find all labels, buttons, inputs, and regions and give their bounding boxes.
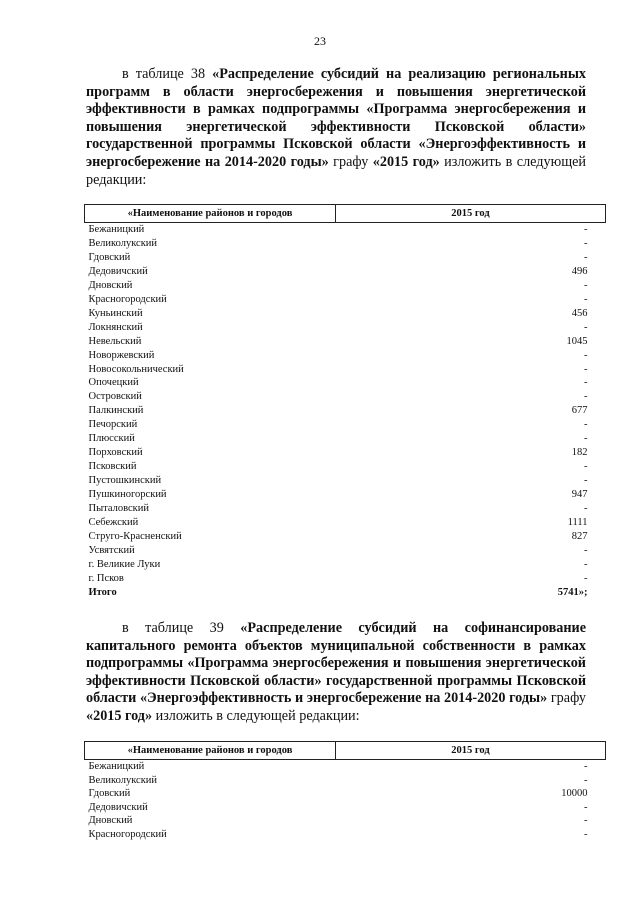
region-name-cell: Пыталовский	[88, 503, 149, 515]
table-row	[85, 814, 606, 828]
region-name-cell: Новоржевский	[88, 349, 155, 361]
value-cell: -	[584, 433, 588, 445]
value-cell: -	[584, 503, 588, 515]
para1-mid: графу	[328, 153, 373, 170]
total-row	[85, 586, 606, 600]
region-name-cell: Порховский	[88, 447, 143, 459]
para1-tail: изложить в следующей редакции:	[86, 153, 587, 188]
value-cell: -	[584, 251, 588, 263]
value-cell: -	[584, 572, 588, 584]
value-cell: -	[584, 237, 588, 249]
table-row	[85, 502, 606, 516]
region-name-cell: Опочецкий	[88, 377, 139, 389]
table-row	[85, 530, 606, 544]
table-row	[85, 774, 606, 788]
region-name-cell: Струго-Красненский	[88, 530, 182, 542]
region-name-cell: Локнянский	[88, 321, 143, 333]
column-header-year: 2015 год	[336, 742, 606, 760]
table-row	[85, 516, 606, 530]
value-cell: -	[584, 761, 588, 772]
table-row	[85, 279, 606, 293]
region-name-cell: Усвятский	[88, 544, 135, 556]
table-row	[85, 760, 606, 774]
para2-tail: изложить в следующей редакции:	[152, 707, 360, 724]
region-name-cell: Красногородский	[88, 828, 167, 840]
table-38	[84, 204, 606, 600]
value-cell: 827	[571, 530, 588, 542]
region-name-cell: Печорский	[88, 419, 138, 431]
value-cell: 496	[571, 265, 588, 277]
region-name-cell: Дедовичский	[88, 265, 148, 277]
table-row	[85, 488, 606, 502]
region-name-cell: Новосокольнический	[88, 363, 184, 375]
value-cell: -	[584, 419, 588, 431]
value-cell: -	[584, 558, 588, 570]
region-name-cell: Дедовичский	[88, 801, 148, 813]
table-header-row	[85, 742, 606, 760]
region-name-cell: Плюсский	[88, 433, 135, 445]
value-cell: -	[584, 321, 588, 333]
para1-lead: в таблице 38	[122, 66, 213, 82]
region-name-cell: Островский	[88, 391, 142, 403]
column-header-region: «Наименование районов и городов	[85, 742, 336, 760]
table-row	[85, 404, 606, 418]
value-cell: -	[584, 363, 588, 375]
region-name-cell: Великолукский	[88, 774, 158, 786]
table-row	[85, 828, 606, 842]
value-cell: -	[584, 544, 588, 556]
total-label: Итого	[88, 586, 117, 598]
region-name-cell: Бежаницкий	[88, 761, 145, 772]
table-row	[85, 432, 606, 446]
value-cell: -	[584, 774, 588, 786]
table-row	[85, 376, 606, 390]
value-cell: 182	[571, 447, 588, 459]
region-name-cell: Себежский	[88, 517, 139, 529]
region-name-cell: г. Псков	[88, 572, 124, 584]
region-name-cell: Дновский	[88, 815, 133, 827]
value-cell: -	[584, 293, 588, 305]
value-cell: -	[584, 475, 588, 487]
value-cell: 1111	[567, 517, 588, 529]
para2-title: «Распределение субсидий на софинансирование капитального ремонта объектов муниципальной собственности в рамках подпрограммы «Программа энергосбережения и повышения энергетической эффективности Псковской области» государственной программы Псковской области «Энергоэффективность и энергосбережение на 2014-2020 годы»	[86, 620, 587, 707]
region-name-cell: Пустошкинский	[88, 475, 162, 487]
para1-column: «2015 год»	[372, 153, 440, 170]
region-name-cell: Пушкиногорский	[88, 489, 167, 501]
region-name-cell: Великолукский	[88, 237, 158, 249]
table-row	[85, 335, 606, 349]
value-cell: -	[584, 377, 588, 389]
region-name-cell: Куньинский	[88, 307, 143, 319]
page-number: 23	[314, 34, 326, 48]
table-row	[85, 265, 606, 279]
total-value: 5741»;	[557, 586, 588, 598]
region-name-cell: Дновский	[88, 279, 133, 291]
table-row	[85, 558, 606, 572]
region-name-cell: Бежаницкий	[88, 224, 145, 235]
table-row	[85, 474, 606, 488]
region-name-cell: Красногородский	[88, 293, 167, 305]
value-cell: -	[584, 461, 588, 473]
value-cell: 456	[571, 307, 588, 319]
paragraph-table-38	[86, 66, 586, 189]
value-cell: -	[584, 349, 588, 361]
paragraph-table-39	[86, 620, 586, 726]
value-cell: 1045	[566, 335, 588, 347]
value-cell: 10000	[561, 788, 588, 800]
table-row	[85, 390, 606, 404]
table-row	[85, 801, 606, 815]
table-row	[85, 349, 606, 363]
region-name-cell: Гдовский	[88, 788, 131, 800]
region-name-cell: Гдовский	[88, 251, 131, 263]
region-name-cell: г. Великие Луки	[88, 558, 161, 570]
value-cell: -	[584, 815, 588, 827]
value-cell: -	[584, 801, 588, 813]
column-header-year: 2015 год	[336, 205, 606, 223]
para2-lead: в таблице 39	[122, 620, 241, 636]
table-row	[85, 787, 606, 801]
table-row	[85, 237, 606, 251]
value-cell: 947	[571, 489, 588, 501]
table-row	[85, 321, 606, 335]
table-row	[85, 223, 606, 237]
table-row	[85, 544, 606, 558]
value-cell: -	[584, 828, 588, 840]
table-header-row	[85, 205, 606, 223]
table-row	[85, 251, 606, 265]
region-name-cell: Псковский	[88, 461, 137, 473]
region-name-cell: Невельский	[88, 335, 142, 347]
region-name-cell: Палкинский	[88, 405, 144, 417]
table-row	[85, 446, 606, 460]
table-row	[85, 307, 606, 321]
table-39	[84, 741, 606, 842]
table-row	[85, 460, 606, 474]
value-cell: -	[584, 391, 588, 403]
para1-title: «Распределение субсидий на реализацию региональных программ в области энергосбережения и повышения энергетической эффективности в рамках подпрограммы «Программа энергосбережения и повышения энергетической эффективности Псковской области» государственной программы Псковской области «Энергоэффективность и энергосбережение на 2014-2020 годы»	[86, 66, 587, 170]
table-row	[85, 418, 606, 432]
value-cell: -	[584, 224, 588, 235]
para2-column: «2015 год»	[86, 707, 153, 724]
value-cell: 677	[571, 405, 588, 417]
table-row	[85, 293, 606, 307]
para2-mid: графу	[547, 690, 587, 707]
table-row	[85, 363, 606, 377]
value-cell: -	[584, 279, 588, 291]
table-row	[85, 572, 606, 586]
column-header-region: «Наименование районов и городов	[85, 205, 336, 223]
